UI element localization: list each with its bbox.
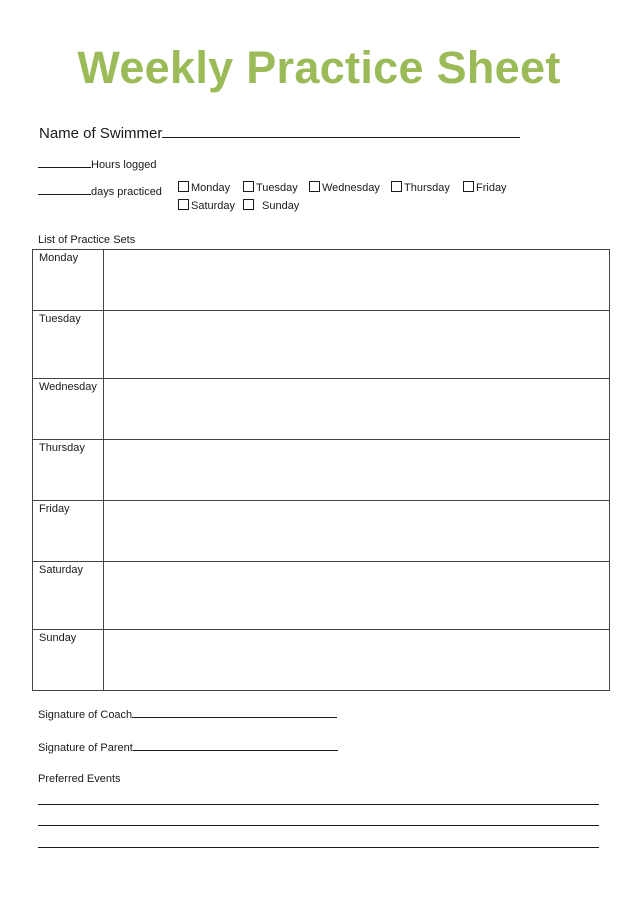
day-cell: Saturday [33, 562, 104, 630]
sets-entry-cell[interactable] [103, 379, 609, 440]
checkbox-label: Sunday [262, 200, 300, 212]
table-row [33, 311, 610, 379]
day-cell: Sunday [33, 630, 104, 691]
swimmer-name-field [39, 123, 520, 142]
parent-signature-line[interactable] [133, 740, 338, 751]
checkbox-label: Monday [191, 182, 231, 194]
checkbox-wednesday[interactable] [309, 181, 380, 194]
hours-blank-line[interactable] [38, 157, 91, 168]
checkbox-label: Thursday [404, 182, 450, 194]
table-row [33, 562, 610, 630]
table-row [33, 630, 610, 691]
practice-sets-table [32, 249, 610, 691]
checkbox-friday[interactable] [463, 181, 507, 194]
checkbox-monday[interactable] [178, 181, 230, 194]
checkbox-label: Wednesday [322, 182, 380, 194]
sets-entry-cell[interactable] [103, 250, 609, 311]
coach-signature-line[interactable] [132, 707, 337, 718]
swimmer-name-label: Name of Swimmer [39, 125, 163, 142]
checkbox-label: Friday [476, 182, 507, 194]
day-cell: Wednesday [33, 379, 104, 440]
checkbox-icon[interactable] [178, 199, 189, 210]
preferred-events-line-1[interactable] [38, 804, 599, 805]
checkbox-icon[interactable] [243, 181, 254, 192]
parent-signature-label: Signature of Parent [38, 742, 133, 754]
days-practiced-field [38, 184, 162, 198]
day-cell: Monday [33, 250, 104, 311]
sets-entry-cell[interactable] [103, 562, 609, 630]
sets-entry-cell[interactable] [103, 440, 609, 501]
sets-entry-cell[interactable] [103, 311, 609, 379]
preferred-events-line-3[interactable] [38, 847, 599, 848]
checkbox-saturday[interactable] [178, 199, 235, 212]
sets-entry-cell[interactable] [103, 630, 609, 691]
checkbox-thursday[interactable] [391, 181, 450, 194]
day-cell: Tuesday [33, 311, 104, 379]
coach-signature-field [38, 707, 337, 721]
table-row [33, 501, 610, 562]
day-cell: Thursday [33, 440, 104, 501]
days-practiced-label: days practiced [91, 186, 162, 198]
hours-logged-label: Hours logged [91, 159, 157, 171]
practice-sets-label: List of Practice Sets [38, 234, 136, 246]
checkbox-label: Saturday [191, 200, 236, 212]
checkbox-icon[interactable] [391, 181, 402, 192]
hours-logged-field [38, 157, 156, 171]
checkbox-icon[interactable] [243, 199, 254, 210]
table-row [33, 250, 610, 311]
page-title: Weekly Practice Sheet [77, 42, 561, 93]
day-cell: Friday [33, 501, 104, 562]
parent-signature-field [38, 740, 338, 754]
preferred-events-line-2[interactable] [38, 825, 599, 826]
sets-entry-cell[interactable] [103, 501, 609, 562]
table-row [33, 379, 610, 440]
coach-signature-label: Signature of Coach [38, 709, 133, 721]
checkbox-icon[interactable] [178, 181, 189, 192]
table-row [33, 440, 610, 501]
swimmer-name-line[interactable] [162, 123, 520, 138]
preferred-events-label: Preferred Events [38, 773, 121, 785]
checkbox-sunday[interactable] [243, 199, 299, 212]
checkbox-icon[interactable] [309, 181, 320, 192]
checkbox-icon[interactable] [463, 181, 474, 192]
checkbox-tuesday[interactable] [243, 181, 298, 194]
checkbox-label: Tuesday [256, 182, 298, 194]
days-blank-line[interactable] [38, 184, 91, 195]
